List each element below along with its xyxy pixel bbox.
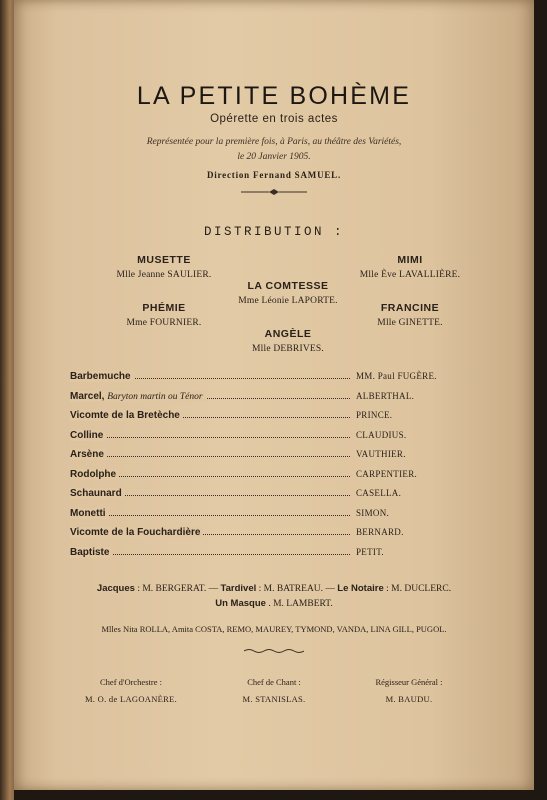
- subtitle: Opérette en trois actes: [210, 113, 338, 125]
- actor-francine: Mlle GINETTE.: [377, 318, 443, 328]
- cast-role-name: Arsène: [70, 449, 104, 460]
- cast-row: [70, 430, 480, 444]
- staff-title-chef-chant: Chef de Chant :: [247, 677, 301, 687]
- direction-line: Direction Fernand SAMUEL.: [206, 170, 342, 180]
- cast-row: [70, 508, 480, 522]
- cast-actor: VAUTHIER.: [356, 449, 406, 459]
- cast-role: [70, 527, 203, 538]
- role-comtesse: LA COMTESSE: [247, 280, 329, 292]
- cast-role-name: Baptiste: [70, 546, 110, 558]
- role-jacques: Jacques: [96, 583, 135, 594]
- staff-title-chef-orchestre: Chef d'Orchestre :: [100, 677, 162, 687]
- cast-actor: SIMON.: [356, 507, 390, 518]
- cast-row: [70, 469, 480, 483]
- staff-name-chef-orchestre: M. O. de LAGOANÈRE.: [84, 694, 178, 704]
- role-francine: FRANCINE: [380, 302, 440, 314]
- actor-musette: Mlle Jeanne SAULIER.: [116, 270, 212, 280]
- cast-row: [70, 410, 480, 424]
- cast-row: [70, 527, 480, 541]
- cast-role: [70, 547, 112, 558]
- cast-row: [70, 488, 480, 502]
- staff-name-regisseur: M. BAUDU.: [385, 694, 433, 704]
- staff-title-regisseur: Régisseur Général :: [375, 677, 443, 687]
- leader-dots: [70, 437, 350, 438]
- actor-jacques: : M. BERGERAT. —: [137, 584, 219, 594]
- role-notaire: Le Notaire: [337, 583, 384, 594]
- cast-role-name: Colline: [70, 429, 104, 441]
- staff-name-chef-chant: M. STANISLAS.: [242, 694, 306, 704]
- cast-row: [70, 449, 480, 463]
- cast-role: [70, 508, 109, 519]
- actor-phemie: Mme FOURNIER.: [126, 318, 202, 328]
- cast-role: [70, 371, 134, 382]
- cast-role: [70, 469, 119, 480]
- actor-tardivel: : M. BATREAU. —: [258, 584, 335, 594]
- cast-role-name: Marcel,: [70, 390, 105, 402]
- cast-role-name: Rodolphe: [70, 468, 117, 480]
- actor-masque: . M. LAMBERT.: [268, 599, 333, 609]
- cast-role-name: Vicomte de la Bretèche: [70, 410, 180, 421]
- page-title: LA PETITE BOHÈME: [136, 82, 412, 110]
- cast-actor: ALBERTHAL.: [356, 390, 415, 401]
- leader-dots: [70, 515, 350, 516]
- cast-role-note: Baryton martin ou Ténor: [107, 391, 203, 402]
- role-phemie: PHÉMIE: [142, 302, 186, 314]
- role-angele: ANGÈLE: [264, 328, 312, 340]
- cast-actor: CASELLA.: [356, 488, 402, 498]
- cast-row: [70, 371, 480, 385]
- role-mimi: MIMI: [397, 254, 423, 266]
- cast-actor: BERNARD.: [356, 527, 404, 537]
- cast-actor: PRINCE.: [356, 410, 393, 420]
- role-musette: MUSETTE: [137, 254, 191, 266]
- distribution-heading: DISTRIBUTION :: [203, 225, 345, 239]
- ornament-divider-2: [14, 646, 534, 657]
- cast-role: [70, 449, 107, 460]
- premiere-line-1: Représentée pour la première fois, à Paris, au théâtre des Variétés,: [146, 137, 402, 147]
- cast-row: [70, 547, 480, 561]
- cast-role-name: Vicomte de la Fouchardière: [70, 527, 201, 538]
- cast-row: [70, 391, 480, 405]
- minor-roles-line-1: [14, 583, 534, 594]
- premiere-note: [14, 135, 534, 165]
- actor-comtesse: Mme Léonie LAPORTE.: [238, 296, 338, 306]
- actor-mimi: Mlle Ève LAVALLIÈRE.: [359, 270, 461, 280]
- cast-role-name: Barbemuche: [70, 371, 131, 382]
- program-page: [14, 0, 534, 790]
- cast-actor: PETIT.: [356, 546, 384, 557]
- cast-role: [70, 410, 183, 421]
- leader-dots: [70, 456, 350, 457]
- ornament-divider: [14, 188, 534, 199]
- cast-role: [70, 391, 206, 402]
- cast-actor: CARPENTIER.: [356, 468, 418, 479]
- actor-notaire: : M. DUCLERC.: [386, 584, 452, 594]
- role-tardivel: Tardivel: [220, 583, 257, 594]
- premiere-line-2: le 20 Janvier 1905.: [237, 152, 311, 162]
- book-spine: [0, 0, 14, 800]
- cast-actor: CLAUDIUS.: [356, 429, 407, 440]
- minor-roles-line-2: [14, 598, 534, 609]
- role-masque: Un Masque: [215, 598, 266, 609]
- cast-role-name: Schaunard: [70, 488, 122, 499]
- actor-angele: Mlle DEBRIVES.: [252, 344, 324, 354]
- ensemble-line: Mlles Nita ROLLA, Amita COSTA, REMO, MAUREY, TYMOND, VANDA, LINA GILL, PUGOL.: [101, 624, 447, 634]
- cast-actor: MM. Paul FUGÈRE.: [356, 371, 437, 381]
- cast-role-name: Monetti: [70, 507, 106, 519]
- cast-role: [70, 430, 106, 441]
- cast-role: [70, 488, 125, 499]
